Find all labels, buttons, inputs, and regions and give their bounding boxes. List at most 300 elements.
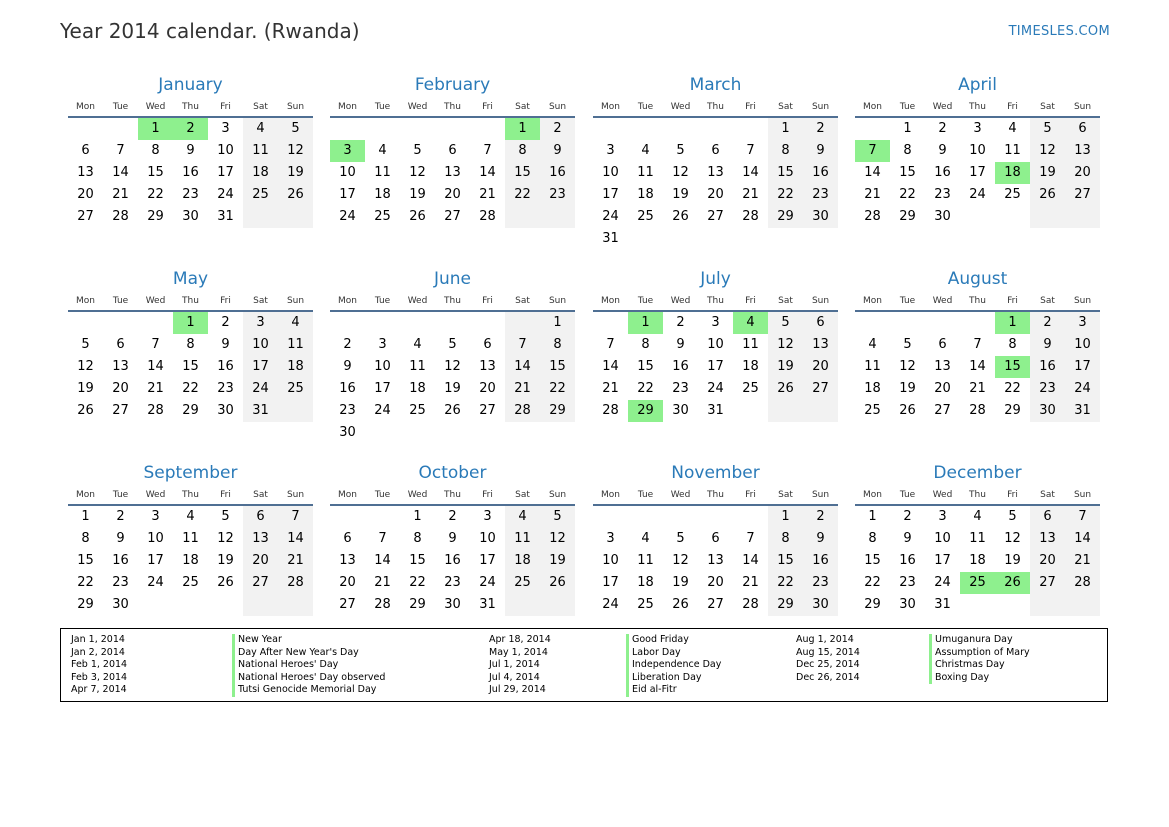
weekday-label: Sat (253, 102, 268, 112)
day-cell: 17 (479, 553, 496, 568)
day-cell: 3 (938, 509, 947, 524)
day-cell-empty (960, 206, 995, 228)
day-cell: 20 (243, 550, 278, 572)
day-cell: 25 (637, 209, 654, 224)
day-cell: 3 (973, 121, 982, 136)
day-cell: 21 (374, 575, 391, 590)
day-cell: 10 (479, 531, 496, 546)
week-row (855, 118, 1100, 140)
day-cell: 8 (413, 531, 422, 546)
day-cell-empty (68, 118, 103, 140)
week-row (330, 312, 575, 334)
day-cell: 7 (483, 143, 492, 158)
day-cell: 18 (243, 162, 278, 184)
holiday-name: Eid al-Fitr (626, 684, 721, 697)
month-january (68, 72, 313, 228)
day-cell: 8 (641, 337, 650, 352)
day-cell: 13 (707, 553, 724, 568)
weekday-label: Tue (112, 490, 129, 500)
weekday-label: Mon (338, 102, 357, 112)
day-cell: 7 (973, 337, 982, 352)
day-cell-empty (960, 312, 995, 334)
day-cell: 23 (217, 381, 234, 396)
weekday-label: Sat (515, 296, 530, 306)
day-cell: 22 (147, 187, 164, 202)
day-cell-empty (505, 422, 540, 444)
day-cell: 8 (1008, 337, 1017, 352)
day-cell: 16 (182, 165, 199, 180)
week-row (855, 162, 1100, 184)
week-row (330, 118, 575, 140)
day-cell: 3 (221, 121, 230, 136)
day-cell: 21 (479, 187, 496, 202)
holiday-date: Jul 1, 2014 (489, 659, 540, 670)
week-row (68, 312, 313, 334)
weekday-label: Thu (182, 102, 199, 112)
day-cell: 23 (934, 187, 951, 202)
day-cell: 21 (742, 187, 759, 202)
day-cell: 30 (217, 403, 234, 418)
week-row (68, 550, 313, 572)
day-cell: 14 (969, 359, 986, 374)
weekday-label: Thu (969, 490, 986, 500)
weekday-label: Sun (811, 490, 830, 500)
day-cell: 6 (1065, 118, 1100, 140)
weekday-label: Thu (707, 102, 724, 112)
day-cell-empty (663, 228, 698, 250)
weekday-label: Fri (745, 490, 756, 500)
weekday-label: Tue (374, 296, 391, 306)
day-cell: 11 (1004, 143, 1021, 158)
day-cell: 3 (483, 509, 492, 524)
day-cell: 11 (243, 140, 278, 162)
day-cell-holiday: 1 (505, 118, 540, 140)
day-cell-empty (628, 118, 663, 140)
day-cell: 2 (803, 506, 838, 528)
day-cell-holiday: 1 (628, 312, 663, 334)
day-cell: 18 (278, 356, 313, 378)
holiday-date: Jul 29, 2014 (489, 684, 546, 695)
day-cell: 19 (672, 187, 689, 202)
day-cell-empty (995, 594, 1030, 616)
month-name: June (433, 269, 472, 289)
day-cell: 31 (934, 597, 951, 612)
weekday-label: Sun (286, 296, 305, 306)
week-row (855, 356, 1100, 378)
day-cell-empty (890, 312, 925, 334)
weekday-header (330, 98, 575, 118)
day-cell: 9 (803, 528, 838, 550)
weekday-label: Sun (548, 296, 567, 306)
day-cell: 29 (77, 597, 94, 612)
day-cell: 16 (899, 553, 916, 568)
day-cell-empty (470, 422, 505, 444)
weekday-label: Wed (407, 296, 428, 306)
day-cell: 25 (864, 403, 881, 418)
day-cell: 27 (444, 209, 461, 224)
day-cell-empty (698, 118, 733, 140)
day-cell: 30 (182, 209, 199, 224)
week-row (593, 528, 838, 550)
day-cell-empty (365, 506, 400, 528)
day-cell: 8 (540, 334, 575, 356)
day-cell: 22 (505, 184, 540, 206)
day-cell: 25 (505, 572, 540, 594)
day-cell: 9 (903, 531, 912, 546)
day-cell: 8 (868, 531, 877, 546)
day-cell-holiday: 18 (995, 162, 1030, 184)
week-row (855, 184, 1100, 206)
day-cell: 19 (1004, 553, 1021, 568)
day-cell: 19 (540, 550, 575, 572)
day-cell: 15 (505, 162, 540, 184)
site-link[interactable]: TIMESLES.COM (1008, 24, 1110, 39)
day-cell: 16 (803, 162, 838, 184)
weekday-label: Fri (482, 102, 493, 112)
weekday-label: Tue (899, 490, 916, 500)
day-cell: 30 (339, 425, 356, 440)
day-cell: 4 (243, 118, 278, 140)
day-cell: 3 (378, 337, 387, 352)
week-row (593, 378, 838, 400)
holiday-name: National Heroes' Day observed (232, 672, 385, 685)
day-cell: 7 (1065, 506, 1100, 528)
weekday-header (330, 292, 575, 312)
holiday-legend (60, 628, 1108, 702)
holiday-name: New Year (232, 634, 385, 647)
day-cell: 13 (243, 528, 278, 550)
legend-dates-column (71, 634, 127, 697)
day-cell: 13 (934, 359, 951, 374)
day-cell: 17 (217, 165, 234, 180)
day-cell: 24 (374, 403, 391, 418)
day-cell: 19 (1030, 162, 1065, 184)
day-cell: 26 (672, 209, 689, 224)
day-cell: 20 (934, 381, 951, 396)
day-cell: 20 (77, 187, 94, 202)
day-cell: 12 (444, 359, 461, 374)
day-cell: 7 (505, 334, 540, 356)
day-cell: 21 (505, 378, 540, 400)
holiday-name: Good Friday (626, 634, 721, 647)
day-cell: 4 (868, 337, 877, 352)
day-cell: 10 (374, 359, 391, 374)
day-cell: 22 (1004, 381, 1021, 396)
day-cell: 9 (938, 143, 947, 158)
day-cell: 30 (934, 209, 951, 224)
day-cell: 5 (903, 337, 912, 352)
holiday-name: Day After New Year's Day (232, 647, 385, 660)
weekday-label: Wed (932, 102, 953, 112)
week-row (593, 594, 838, 616)
day-cell: 4 (641, 143, 650, 158)
month-name: October (418, 463, 487, 483)
weekday-label: Mon (76, 102, 95, 112)
day-cell: 19 (409, 187, 426, 202)
day-cell: 4 (413, 337, 422, 352)
month-name: August (947, 269, 1008, 289)
day-cell: 20 (112, 381, 129, 396)
day-cell: 19 (768, 356, 803, 378)
day-cell: 6 (803, 312, 838, 334)
day-cell: 6 (448, 143, 457, 158)
week-row (855, 206, 1100, 228)
day-cell: 10 (243, 334, 278, 356)
week-row (330, 334, 575, 356)
day-cell: 23 (540, 184, 575, 206)
day-cell: 29 (540, 400, 575, 422)
day-cell: 19 (77, 381, 94, 396)
day-cell: 16 (1030, 356, 1065, 378)
legend-dates-column (489, 634, 551, 697)
day-cell: 4 (973, 509, 982, 524)
day-cell: 6 (1030, 506, 1065, 528)
weekday-label: Wed (145, 102, 166, 112)
day-cell: 4 (641, 531, 650, 546)
day-cell-empty (803, 400, 838, 422)
day-cell: 13 (1065, 140, 1100, 162)
day-cell-empty (995, 206, 1030, 228)
day-cell: 10 (602, 165, 619, 180)
day-cell: 3 (606, 143, 615, 158)
weekday-label: Mon (863, 490, 882, 500)
day-cell: 6 (81, 143, 90, 158)
day-cell: 9 (116, 531, 125, 546)
month-name: January (158, 75, 223, 95)
day-cell: 26 (768, 378, 803, 400)
day-cell: 31 (707, 403, 724, 418)
day-cell: 10 (339, 165, 356, 180)
week-row (593, 356, 838, 378)
day-cell: 31 (1065, 400, 1100, 422)
day-cell: 1 (903, 121, 912, 136)
day-cell-empty (278, 594, 313, 616)
holiday-name: Umuganura Day (929, 634, 1030, 647)
week-row (330, 506, 575, 528)
day-cell-empty (505, 594, 540, 616)
weekday-label: Mon (863, 102, 882, 112)
day-cell: 5 (448, 337, 457, 352)
day-cell-empty (628, 228, 663, 250)
day-cell: 3 (711, 315, 720, 330)
week-row (855, 334, 1100, 356)
day-cell: 14 (602, 359, 619, 374)
month-name: May (172, 269, 209, 289)
day-cell: 28 (374, 597, 391, 612)
day-cell: 5 (540, 506, 575, 528)
day-cell: 28 (864, 209, 881, 224)
day-cell: 1 (540, 312, 575, 334)
day-cell: 25 (637, 597, 654, 612)
day-cell: 17 (969, 165, 986, 180)
weekday-label: Mon (76, 490, 95, 500)
day-cell: 11 (864, 359, 881, 374)
day-cell: 22 (768, 184, 803, 206)
day-cell-holiday: 26 (995, 572, 1030, 594)
day-cell: 21 (1065, 550, 1100, 572)
day-cell: 8 (186, 337, 195, 352)
day-cell: 10 (602, 553, 619, 568)
week-row (68, 378, 313, 400)
day-cell: 2 (903, 509, 912, 524)
day-cell: 13 (77, 165, 94, 180)
day-cell: 12 (77, 359, 94, 374)
weekday-label: Thu (707, 490, 724, 500)
day-cell: 4 (505, 506, 540, 528)
week-row (68, 356, 313, 378)
week-row (330, 378, 575, 400)
day-cell: 8 (151, 143, 160, 158)
day-cell: 20 (444, 187, 461, 202)
day-cell-holiday: 15 (995, 356, 1030, 378)
weekday-label: Sat (1040, 102, 1055, 112)
week-row (68, 184, 313, 206)
holiday-date: Feb 3, 2014 (71, 671, 128, 683)
day-cell: 19 (278, 162, 313, 184)
day-cell: 17 (934, 553, 951, 568)
weekday-label: Mon (338, 296, 357, 306)
day-cell: 2 (540, 118, 575, 140)
day-cell: 2 (221, 315, 230, 330)
day-cell: 7 (746, 143, 755, 158)
day-cell: 16 (112, 553, 129, 568)
month-march (593, 72, 838, 250)
day-cell: 14 (374, 553, 391, 568)
day-cell: 14 (1065, 528, 1100, 550)
day-cell: 28 (969, 403, 986, 418)
weekday-label: Mon (601, 296, 620, 306)
weekday-label: Fri (482, 296, 493, 306)
day-cell: 12 (672, 165, 689, 180)
weekday-label: Sat (778, 296, 793, 306)
week-row (330, 206, 575, 228)
weekday-label: Tue (899, 296, 916, 306)
day-cell-empty (593, 312, 628, 334)
day-cell-empty (1030, 594, 1065, 616)
weekday-label: Fri (1007, 296, 1018, 306)
day-cell: 26 (1030, 184, 1065, 206)
day-cell: 15 (77, 553, 94, 568)
day-cell: 7 (378, 531, 387, 546)
day-cell: 28 (742, 209, 759, 224)
day-cell: 23 (672, 381, 689, 396)
day-cell: 11 (182, 531, 199, 546)
day-cell-empty (435, 312, 470, 334)
day-cell: 21 (969, 381, 986, 396)
holiday-name: Labor Day (626, 647, 721, 660)
day-cell: 5 (413, 143, 422, 158)
day-cell: 20 (803, 356, 838, 378)
weekday-label: Sat (778, 102, 793, 112)
day-cell-empty (663, 118, 698, 140)
day-cell: 25 (374, 209, 391, 224)
day-cell: 27 (707, 209, 724, 224)
day-cell: 16 (339, 381, 356, 396)
week-row (593, 184, 838, 206)
day-cell: 31 (479, 597, 496, 612)
weekday-label: Sun (548, 102, 567, 112)
month-september (68, 460, 313, 616)
day-cell: 5 (81, 337, 90, 352)
weekday-label: Wed (145, 296, 166, 306)
day-cell-empty (365, 118, 400, 140)
day-cell: 26 (672, 597, 689, 612)
holiday-name: Assumption of Mary (929, 647, 1030, 660)
day-cell: 25 (742, 381, 759, 396)
weekday-label: Sat (1040, 296, 1055, 306)
day-cell: 5 (221, 509, 230, 524)
day-cell: 6 (343, 531, 352, 546)
day-cell: 13 (339, 553, 356, 568)
day-cell-empty (470, 312, 505, 334)
day-cell: 9 (540, 140, 575, 162)
day-cell: 18 (374, 187, 391, 202)
day-cell: 18 (742, 359, 759, 374)
month-name: September (143, 463, 238, 483)
day-cell: 10 (147, 531, 164, 546)
legend-dates-column (796, 634, 860, 684)
week-row (330, 400, 575, 422)
day-cell: 5 (676, 143, 685, 158)
day-cell: 19 (672, 575, 689, 590)
day-cell-empty (593, 506, 628, 528)
day-cell-empty (925, 312, 960, 334)
weekday-label: Wed (670, 296, 691, 306)
weekday-label: Sat (253, 490, 268, 500)
day-cell: 14 (147, 359, 164, 374)
day-cell-empty (1065, 206, 1100, 228)
weekday-label: Tue (374, 102, 391, 112)
week-row (855, 528, 1100, 550)
day-cell: 13 (803, 334, 838, 356)
week-row (330, 422, 575, 444)
day-cell: 6 (116, 337, 125, 352)
day-cell: 26 (444, 403, 461, 418)
day-cell-empty (330, 506, 365, 528)
day-cell-empty (365, 312, 400, 334)
week-row (68, 206, 313, 228)
week-row (593, 400, 838, 422)
day-cell-empty (243, 206, 278, 228)
weekday-label: Wed (670, 102, 691, 112)
weekday-label: Thu (444, 102, 461, 112)
day-cell: 28 (742, 597, 759, 612)
day-cell: 16 (217, 359, 234, 374)
day-cell: 10 (934, 531, 951, 546)
day-cell: 4 (186, 509, 195, 524)
day-cell: 15 (147, 165, 164, 180)
holiday-name: National Heroes' Day (232, 659, 385, 672)
weekday-label: Wed (407, 102, 428, 112)
day-cell: 27 (243, 572, 278, 594)
day-cell: 24 (339, 209, 356, 224)
day-cell-empty (1065, 594, 1100, 616)
day-cell-empty (803, 228, 838, 250)
day-cell: 30 (112, 597, 129, 612)
month-name: April (958, 75, 997, 95)
day-cell: 2 (676, 315, 685, 330)
day-cell: 7 (278, 506, 313, 528)
day-cell: 24 (147, 575, 164, 590)
day-cell: 22 (864, 575, 881, 590)
day-cell: 10 (707, 337, 724, 352)
day-cell: 20 (707, 187, 724, 202)
day-cell-empty (435, 422, 470, 444)
day-cell: 9 (448, 531, 457, 546)
weekday-label: Sun (811, 102, 830, 112)
weekday-label: Sat (253, 296, 268, 306)
day-cell: 23 (112, 575, 129, 590)
